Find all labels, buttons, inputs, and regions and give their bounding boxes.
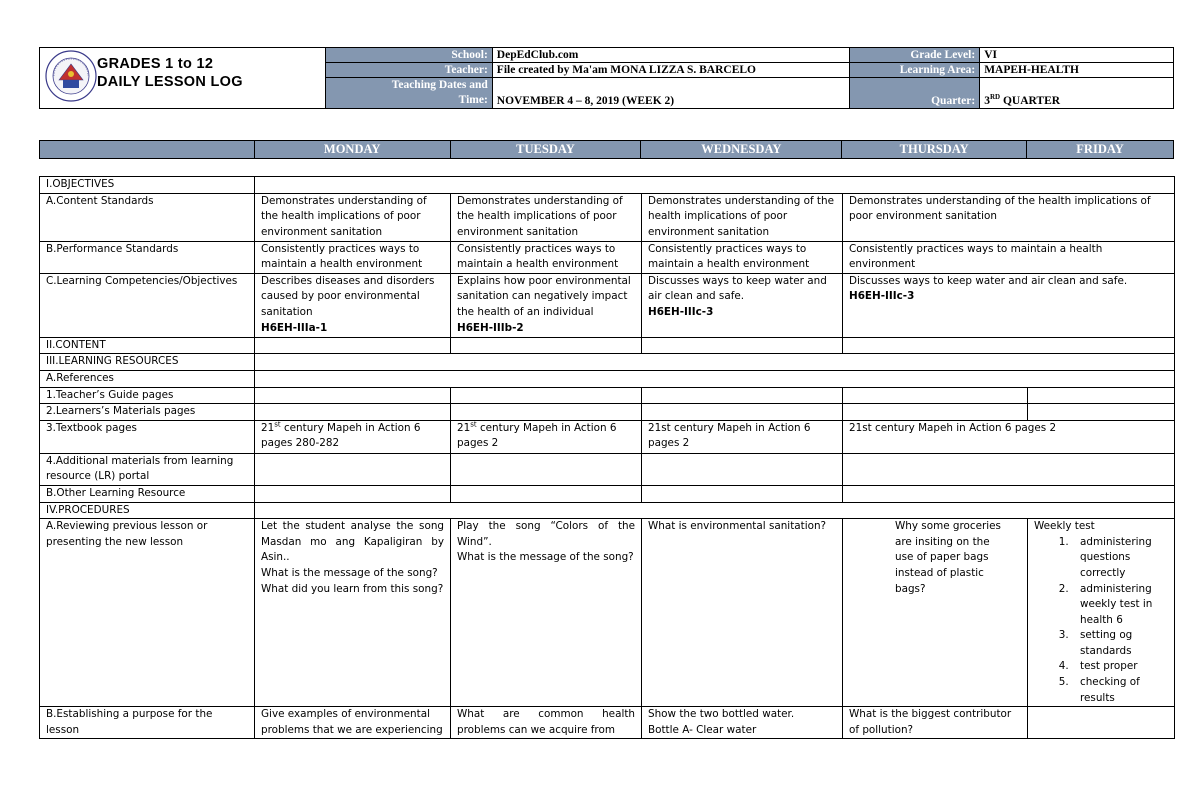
establishing-label: B.Establishing a purpose for the lesson xyxy=(40,707,255,739)
quarter-number: 3 xyxy=(984,95,990,107)
other-resource-tue xyxy=(451,485,642,502)
reviewing-tue-line: What is the message of the song? xyxy=(457,551,634,564)
other-resource-thu xyxy=(843,485,1175,502)
teaching-dates-value: NOVEMBER 4 – 8, 2019 (WEEK 2) xyxy=(492,78,850,109)
teachers-guide-tue xyxy=(451,387,642,404)
other-resource-mon xyxy=(255,485,451,502)
list-item: 2. administering weekly test in health 6 xyxy=(1072,582,1168,629)
performance-standards-label: B.Performance Standards xyxy=(40,241,255,273)
competency-text: Explains how poor environmental sanitation can negatively impact the health of an individual xyxy=(457,274,631,318)
competency-code: H6EH-IIIc-3 xyxy=(648,305,714,318)
day-tuesday: TUESDAY xyxy=(450,141,641,159)
school-value: DepEdClub.com xyxy=(492,48,850,63)
content-standards-mon: Demonstrates understanding of the health implications of poor environment sanitation xyxy=(255,193,451,241)
reviewing-mon-line: Let the student analyse the song Masdan mo ang Kapaligiran by Asin.. xyxy=(261,520,444,564)
teachers-guide-label: 1.Teacher’s Guide pages xyxy=(40,387,255,404)
weekly-test-list xyxy=(1034,535,1168,707)
quarter-suffix: RD xyxy=(989,93,1001,102)
textbook-thu: 21st century Mapeh in Action 6 pages 2 xyxy=(843,420,1175,453)
objectives-blank xyxy=(255,177,1175,194)
reviewing-wed: What is environmental sanitation? xyxy=(642,519,843,707)
day-friday: FRIDAY xyxy=(1027,141,1174,159)
learners-materials-thu xyxy=(843,404,1028,421)
performance-standards-mon: Consistently practices ways to maintain a health environment xyxy=(255,241,451,273)
competency-text: Discusses ways to keep water and air clean and safe. xyxy=(849,274,1128,287)
performance-standards-wed: Consistently practices ways to maintain a health environment xyxy=(642,241,843,273)
establishing-wed-line: Bottle A- Clear water xyxy=(648,723,757,736)
content-standards-thu: Demonstrates understanding of the health implications of poor environment sanitation xyxy=(843,193,1175,241)
content-wed xyxy=(642,337,843,354)
competencies-tue xyxy=(451,273,642,337)
form-title-line1: GRADES 1 to 12 xyxy=(97,56,214,72)
learners-materials-wed xyxy=(642,404,843,421)
performance-standards-tue: Consistently practices ways to maintain a health environment xyxy=(451,241,642,273)
textbook-label: 3.Textbook pages xyxy=(40,420,255,453)
grade-level-label: Grade Level: xyxy=(850,48,980,63)
additional-materials-mon xyxy=(255,453,451,485)
competency-code: H6EH-IIIa-1 xyxy=(261,321,328,334)
lesson-log-table xyxy=(39,176,1175,739)
additional-materials-label: 4.Additional materials from learning resource (LR) portal xyxy=(40,453,255,485)
procedures-blank xyxy=(255,502,1175,519)
reviewing-tue xyxy=(451,519,642,707)
reviewing-mon xyxy=(255,519,451,707)
teachers-guide-wed xyxy=(642,387,843,404)
textbook-tue-num: 21 xyxy=(457,421,471,434)
form-title-line2: DAILY LESSON LOG xyxy=(97,74,243,90)
reviewing-thu: Why some groceries are insiting on the use of paper bags instead of plastic bags? xyxy=(843,519,1028,707)
content-standards-label: A.Content Standards xyxy=(40,193,255,241)
textbook-mon-sup: st xyxy=(274,420,281,429)
textbook-mon-text: century Mapeh in Action 6 pages 280-282 xyxy=(261,421,421,450)
textbook-tue xyxy=(451,420,642,453)
learners-materials-fri xyxy=(1028,404,1175,421)
day-monday: MONDAY xyxy=(254,141,450,159)
reviewing-mon-line: What did you learn from this song? xyxy=(261,582,444,595)
school-label: School: xyxy=(326,48,493,63)
teacher-value: File created by Ma'am MONA LIZZA S. BARCELO xyxy=(492,63,850,78)
establishing-wed xyxy=(642,707,843,739)
content-thu xyxy=(843,337,1175,354)
quarter-value xyxy=(980,78,1174,109)
references-label: A.References xyxy=(40,370,255,387)
additional-materials-thu xyxy=(843,453,1175,485)
additional-materials-wed xyxy=(642,453,843,485)
teachers-guide-fri xyxy=(1028,387,1175,404)
content-standards-tue: Demonstrates understanding of the health implications of poor environment sanitation xyxy=(451,193,642,241)
learning-area-label: Learning Area: xyxy=(850,63,980,78)
other-resource-wed xyxy=(642,485,843,502)
teacher-label: Teacher: xyxy=(326,63,493,78)
list-item: 3. setting og standards xyxy=(1072,628,1168,659)
quarter-label: Quarter: xyxy=(850,78,980,109)
grade-level-value: VI xyxy=(980,48,1174,63)
competencies-thu xyxy=(843,273,1175,337)
learners-materials-mon xyxy=(255,404,451,421)
header-info-table xyxy=(325,47,1174,109)
reviewing-tue-line: Play the song “Colors of the Wind”. xyxy=(457,520,635,548)
teaching-dates-label-line1: Teaching Dates and xyxy=(391,79,488,91)
objectives-heading: I.OBJECTIVES xyxy=(40,177,255,194)
other-resource-label: B.Other Learning Resource xyxy=(40,485,255,502)
day-thursday: THURSDAY xyxy=(842,141,1027,159)
establishing-fri xyxy=(1028,707,1175,739)
competency-code: H6EH-IIIc-3 xyxy=(849,290,915,303)
learners-materials-tue xyxy=(451,404,642,421)
references-blank xyxy=(255,370,1175,387)
competency-code: H6EH-IIIb-2 xyxy=(457,321,524,334)
teachers-guide-mon xyxy=(255,387,451,404)
establishing-tue: What are common health problems can we acquire from xyxy=(451,707,642,739)
additional-materials-tue xyxy=(451,453,642,485)
competencies-mon xyxy=(255,273,451,337)
day-wednesday: WEDNESDAY xyxy=(641,141,842,159)
competencies-label: C.Learning Competencies/Objectives xyxy=(40,273,255,337)
teaching-dates-label xyxy=(326,78,493,109)
day-header-row xyxy=(39,140,1174,159)
learners-materials-label: 2.Learners’s Materials pages xyxy=(40,404,255,421)
learning-area-value: MAPEH-HEALTH xyxy=(980,63,1174,78)
learning-resources-blank xyxy=(255,354,1175,371)
teaching-dates-label-line2: Time: xyxy=(458,94,488,106)
textbook-tue-text: century Mapeh in Action 6 pages 2 xyxy=(457,421,617,450)
list-item: 4. test proper xyxy=(1072,659,1168,675)
textbook-tue-sup: st xyxy=(470,420,477,429)
content-mon xyxy=(255,337,451,354)
deped-seal-icon xyxy=(45,50,97,102)
textbook-mon xyxy=(255,420,451,453)
establishing-wed-line: Show the two bottled water. xyxy=(648,708,795,721)
day-header-blank xyxy=(40,141,255,159)
establishing-mon: Give examples of environmental problems that we are experiencing xyxy=(255,707,451,739)
textbook-mon-num: 21 xyxy=(261,421,275,434)
reviewing-label: A.Reviewing previous lesson or presenting the new lesson xyxy=(40,519,255,707)
list-item: 5. checking of results xyxy=(1072,675,1168,706)
establishing-thu: What is the biggest contributor of pollution? xyxy=(843,707,1028,739)
textbook-wed: 21st century Mapeh in Action 6 pages 2 xyxy=(642,420,843,453)
performance-standards-thu: Consistently practices ways to maintain a health environment xyxy=(843,241,1175,273)
weekly-test-title: Weekly test xyxy=(1034,520,1095,533)
learning-resources-heading: III.LEARNING RESOURCES xyxy=(40,354,255,371)
list-item: 1. administering questions correctly xyxy=(1072,535,1168,582)
reviewing-fri xyxy=(1028,519,1175,707)
quarter-word: QUARTER xyxy=(1000,95,1061,107)
procedures-heading: IV.PROCEDURES xyxy=(40,502,255,519)
content-heading: II.CONTENT xyxy=(40,337,255,354)
competency-text: Discusses ways to keep water and air clean and safe. xyxy=(648,274,827,303)
teachers-guide-thu xyxy=(843,387,1028,404)
content-tue xyxy=(451,337,642,354)
competency-text: Describes diseases and disorders caused by poor environmental sanitation xyxy=(261,274,435,318)
content-standards-wed: Demonstrates understanding of the health implications of poor environment sanitation xyxy=(642,193,843,241)
reviewing-mon-line: What is the message of the song? xyxy=(261,566,438,579)
competencies-wed xyxy=(642,273,843,337)
